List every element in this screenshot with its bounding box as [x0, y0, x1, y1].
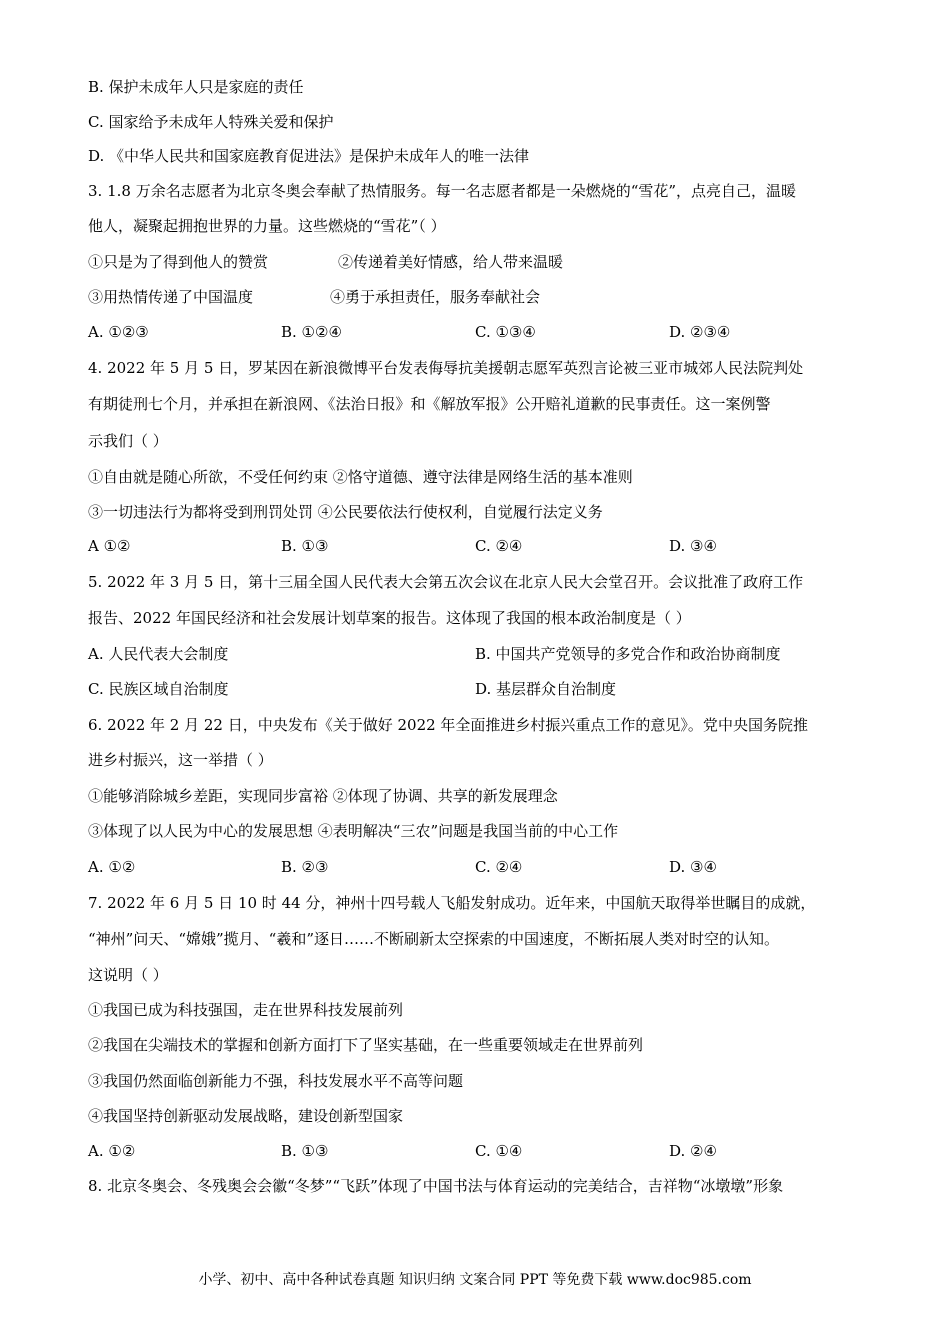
q4-stem-line-3: 示我们（ ）: [88, 432, 168, 450]
q7-statement-4: ④我国坚持创新驱动发展战略，建设创新型国家: [88, 1107, 404, 1125]
q4-stem-line-1: 4. 2022 年 5 月 5 日，罗某因在新浪微博平台发表侮辱抗美援朝志愿军英烈言论被三亚市城郊人民法院判处: [88, 359, 804, 377]
q7-statement-1: ①我国已成为科技强国，走在世界科技发展前列: [88, 1001, 404, 1019]
q6-stem-line-2: 进乡村振兴，这一举措（ ）: [88, 751, 273, 769]
q7-stem-line-1: 7. 2022 年 6 月 5 日 10 时 44 分，神州十四号载人飞船发射成功。近年来，中国航天取得举世瞩目的成就，: [88, 894, 816, 912]
q7-statement-2: ②我国在尖端技术的掌握和创新方面打下了坚实基础，在一些重要领域走在世界前列: [88, 1036, 644, 1054]
q5-choice-b: B. 中国共产党领导的多党合作和政治协商制度: [475, 645, 781, 663]
q2-option-c: C. 国家给予未成年人特殊关爱和保护: [88, 113, 334, 131]
q6-choice-d: D. ③④: [669, 858, 717, 876]
q6-statements-3-4: ③体现了以人民为中心的发展思想 ④表明解决“三农”问题是我国当前的中心工作: [88, 822, 619, 840]
q2-option-b: B. 保护未成年人只是家庭的责任: [88, 78, 304, 96]
q3-choice-a: A. ①②③: [88, 323, 149, 341]
q6-choice-a: A. ①②: [88, 858, 136, 876]
q4-choice-d: D. ③④: [669, 537, 717, 555]
q7-stem-line-2: “神州”问天、“嫦娥”揽月、“羲和”逐日……不断刷新太空探索的中国速度，不断拓展人类对时空的认知。: [88, 930, 780, 948]
q5-stem-line-2: 报告、2022 年国民经济和社会发展计划草案的报告。这体现了我国的根本政治制度是（ ）: [88, 609, 691, 627]
q3-statement-4: ④勇于承担责任，服务奉献社会: [330, 288, 541, 306]
q7-choice-d: D. ②④: [669, 1142, 717, 1160]
q6-stem-line-1: 6. 2022 年 2 月 22 日，中央发布《关于做好 2022 年全面推进乡村振兴重点工作的意见》。党中央国务院推: [88, 716, 808, 734]
q4-statements-3-4: ③一切违法行为都将受到刑罚处罚 ④公民要依法行使权利，自觉履行法定义务: [88, 503, 603, 521]
q3-stem-line-2: 他人，凝聚起拥抱世界的力量。这些燃烧的“雪花”（ ）: [88, 217, 446, 235]
q7-choice-b: B. ①③: [281, 1142, 329, 1160]
q3-statement-1: ①只是为了得到他人的赞赏: [88, 253, 269, 271]
q6-statements-1-2: ①能够消除城乡差距，实现同步富裕 ②体现了协调、共享的新发展理念: [88, 787, 558, 805]
q4-choice-b: B. ①③: [281, 537, 329, 555]
q2-option-d: D. 《中华人民共和国家庭教育促进法》是保护未成年人的唯一法律: [88, 147, 530, 165]
q6-choice-c: C. ②④: [475, 858, 523, 876]
q4-choice-c: C. ②④: [475, 537, 523, 555]
q5-choice-d: D. 基层群众自治制度: [475, 680, 617, 698]
q7-stem-line-3: 这说明（ ）: [88, 966, 168, 984]
q3-statement-3: ③用热情传递了中国温度: [88, 288, 254, 306]
q7-choice-a: A. ①②: [88, 1142, 136, 1160]
q5-choice-c: C. 民族区域自治制度: [88, 680, 229, 698]
q6-choice-b: B. ②③: [281, 858, 329, 876]
q7-choice-c: C. ①④: [475, 1142, 523, 1160]
q8-stem-line-1: 8. 北京冬奥会、冬残奥会会徽“冬梦”“飞跃”体现了中国书法与体育运动的完美结合，吉祥物“冰墩墩”形象: [88, 1177, 784, 1195]
q3-choice-c: C. ①③④: [475, 323, 536, 341]
q4-statements-1-2: ①自由就是随心所欲，不受任何约束 ②恪守道德、遵守法律是网络生活的基本准则: [88, 468, 633, 486]
q4-stem-line-2: 有期徒刑七个月，并承担在新浪网、《法治日报》和《解放军报》公开赔礼道歉的民事责任。这一案例警: [88, 395, 771, 413]
q3-stem-line-1: 3. 1.8 万余名志愿者为北京冬奥会奉献了热情服务。每一名志愿者都是一朵燃烧的“雪花”，点亮自己，温暖: [88, 182, 797, 200]
q3-choice-d: D. ②③④: [669, 323, 731, 341]
q3-statement-2: ②传递着美好情感，给人带来温暖: [338, 253, 564, 271]
q5-stem-line-1: 5. 2022 年 3 月 5 日，第十三届全国人民代表大会第五次会议在北京人民大会堂召开。会议批准了政府工作: [88, 573, 804, 591]
q4-choice-a: A ①②: [88, 537, 131, 555]
q5-choice-a: A. 人民代表大会制度: [88, 645, 229, 663]
q7-statement-3: ③我国仍然面临创新能力不强，科技发展水平不高等问题: [88, 1072, 464, 1090]
page-footer: 小学、初中、高中各种试卷真题 知识归纳 文案合同 PPT 等免费下载 www.doc985.com: [198, 1272, 752, 1288]
q3-choice-b: B. ①②④: [281, 323, 342, 341]
